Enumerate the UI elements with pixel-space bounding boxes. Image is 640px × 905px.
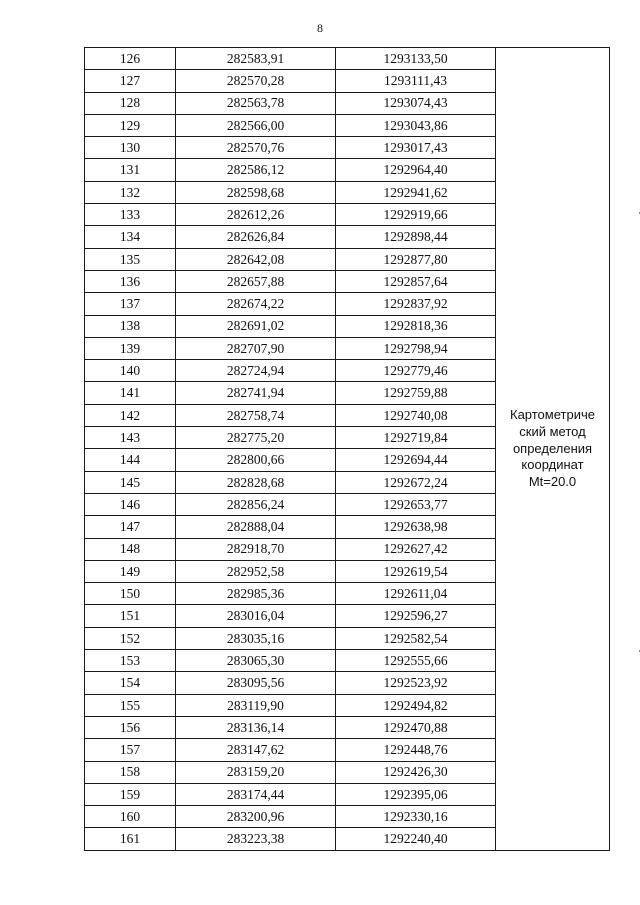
x-coordinate-cell: 282657,88 [176, 270, 336, 292]
x-coordinate-cell: 282642,08 [176, 248, 336, 270]
point-number-cell: 144 [85, 449, 176, 471]
x-coordinate-cell: 282724,94 [176, 360, 336, 382]
x-coordinate-cell: 282586,12 [176, 159, 336, 181]
point-number-cell: 130 [85, 137, 176, 159]
x-coordinate-cell: 282570,28 [176, 70, 336, 92]
point-number-cell: 148 [85, 538, 176, 560]
method-note-line: ский метод [519, 423, 586, 439]
y-coordinate-cell: 1293111,43 [336, 70, 496, 92]
x-coordinate-cell: 282598,68 [176, 181, 336, 203]
point-number-cell: 133 [85, 204, 176, 226]
x-coordinate-cell: 282985,36 [176, 583, 336, 605]
y-coordinate-cell: 1292941,62 [336, 181, 496, 203]
y-coordinate-cell: 1292653,77 [336, 493, 496, 515]
y-coordinate-cell: 1292877,80 [336, 248, 496, 270]
y-coordinate-cell: 1292627,42 [336, 538, 496, 560]
y-coordinate-cell: 1292837,92 [336, 293, 496, 315]
x-coordinate-cell: 282856,24 [176, 493, 336, 515]
y-coordinate-cell: 1292857,64 [336, 270, 496, 292]
y-coordinate-cell: 1292898,44 [336, 226, 496, 248]
point-number-cell: 156 [85, 716, 176, 738]
x-coordinate-cell: 282888,04 [176, 516, 336, 538]
x-coordinate-cell: 282707,90 [176, 337, 336, 359]
y-coordinate-cell: 1292426,30 [336, 761, 496, 783]
point-number-cell: 145 [85, 471, 176, 493]
coordinates-table [84, 47, 610, 851]
x-coordinate-cell: 283200,96 [176, 806, 336, 828]
point-number-cell: 137 [85, 293, 176, 315]
point-number-cell: 129 [85, 114, 176, 136]
x-coordinate-cell: 282918,70 [176, 538, 336, 560]
method-note-line: Картометриче [510, 407, 595, 423]
point-number-cell: 147 [85, 516, 176, 538]
y-coordinate-cell: 1292740,08 [336, 404, 496, 426]
y-coordinate-cell: 1292694,44 [336, 449, 496, 471]
y-coordinate-cell: 1292448,76 [336, 739, 496, 761]
point-number-cell: 142 [85, 404, 176, 426]
point-number-cell: 150 [85, 583, 176, 605]
method-note-line: определения [512, 440, 593, 456]
y-coordinate-cell: 1292672,24 [336, 471, 496, 493]
point-number-cell: 160 [85, 806, 176, 828]
x-coordinate-cell: 282570,76 [176, 137, 336, 159]
point-number-cell: 143 [85, 427, 176, 449]
y-coordinate-cell: 1292619,54 [336, 560, 496, 582]
y-coordinate-cell: 1292818,36 [336, 315, 496, 337]
y-coordinate-cell: 1292395,06 [336, 783, 496, 805]
y-coordinate-cell: 1292582,54 [336, 627, 496, 649]
y-coordinate-cell: 1293133,50 [336, 48, 496, 70]
point-number-cell: 135 [85, 248, 176, 270]
x-coordinate-cell: 282758,74 [176, 404, 336, 426]
point-number-cell: 127 [85, 70, 176, 92]
point-number-cell: 146 [85, 493, 176, 515]
y-coordinate-cell: 1292638,98 [336, 516, 496, 538]
x-coordinate-cell: 282583,91 [176, 48, 336, 70]
y-coordinate-cell: 1293043,86 [336, 114, 496, 136]
y-coordinate-cell: 1292759,88 [336, 382, 496, 404]
point-number-cell: 128 [85, 92, 176, 114]
point-number-cell: 151 [85, 605, 176, 627]
method-note-cell [496, 48, 610, 851]
point-number-cell: 131 [85, 159, 176, 181]
x-coordinate-cell: 282741,94 [176, 382, 336, 404]
x-coordinate-cell: 282691,02 [176, 315, 336, 337]
point-number-cell: 136 [85, 270, 176, 292]
y-coordinate-cell: 1293017,43 [336, 137, 496, 159]
point-number-cell: 134 [85, 226, 176, 248]
x-coordinate-cell: 282800,66 [176, 449, 336, 471]
point-number-cell: 126 [85, 48, 176, 70]
y-coordinate-cell: 1292964,40 [336, 159, 496, 181]
x-coordinate-cell: 282563,78 [176, 92, 336, 114]
y-coordinate-cell: 1292523,92 [336, 672, 496, 694]
x-coordinate-cell: 283035,16 [176, 627, 336, 649]
y-coordinate-cell: 1292611,04 [336, 583, 496, 605]
coordinates-table-body [85, 48, 610, 851]
y-coordinate-cell: 1292719,84 [336, 427, 496, 449]
y-coordinate-cell: 1292240,40 [336, 828, 496, 850]
point-number-cell: 159 [85, 783, 176, 805]
x-coordinate-cell: 283065,30 [176, 650, 336, 672]
x-coordinate-cell: 283016,04 [176, 605, 336, 627]
method-note-line: координат [521, 457, 584, 473]
y-coordinate-cell: 1292919,66 [336, 204, 496, 226]
point-number-cell: 161 [85, 828, 176, 850]
x-coordinate-cell: 282612,26 [176, 204, 336, 226]
point-number-cell: 141 [85, 382, 176, 404]
x-coordinate-cell: 282828,68 [176, 471, 336, 493]
y-coordinate-cell: 1292779,46 [336, 360, 496, 382]
x-coordinate-cell: 283136,14 [176, 716, 336, 738]
x-coordinate-cell: 283147,62 [176, 739, 336, 761]
x-coordinate-cell: 283095,56 [176, 672, 336, 694]
y-coordinate-cell: 1292596,27 [336, 605, 496, 627]
page-number: 8 [317, 21, 323, 35]
y-coordinate-cell: 1292494,82 [336, 694, 496, 716]
x-coordinate-cell: 282775,20 [176, 427, 336, 449]
point-number-cell: 155 [85, 694, 176, 716]
x-coordinate-cell: 282674,22 [176, 293, 336, 315]
method-note-line: Mt=20.0 [528, 473, 577, 489]
y-coordinate-cell: 1292330,16 [336, 806, 496, 828]
x-coordinate-cell: 282566,00 [176, 114, 336, 136]
y-coordinate-cell: 1293074,43 [336, 92, 496, 114]
point-number-cell: 132 [85, 181, 176, 203]
y-coordinate-cell: 1292470,88 [336, 716, 496, 738]
point-number-cell: 149 [85, 560, 176, 582]
point-number-cell: 153 [85, 650, 176, 672]
x-coordinate-cell: 283223,38 [176, 828, 336, 850]
point-number-cell: 139 [85, 337, 176, 359]
table-row [85, 48, 610, 70]
x-coordinate-cell: 282952,58 [176, 560, 336, 582]
y-coordinate-cell: 1292798,94 [336, 337, 496, 359]
point-number-cell: 140 [85, 360, 176, 382]
point-number-cell: 158 [85, 761, 176, 783]
x-coordinate-cell: 283159,20 [176, 761, 336, 783]
point-number-cell: 152 [85, 627, 176, 649]
x-coordinate-cell: 283119,90 [176, 694, 336, 716]
point-number-cell: 138 [85, 315, 176, 337]
point-number-cell: 154 [85, 672, 176, 694]
y-coordinate-cell: 1292555,66 [336, 650, 496, 672]
point-number-cell: 157 [85, 739, 176, 761]
x-coordinate-cell: 282626,84 [176, 226, 336, 248]
x-coordinate-cell: 283174,44 [176, 783, 336, 805]
